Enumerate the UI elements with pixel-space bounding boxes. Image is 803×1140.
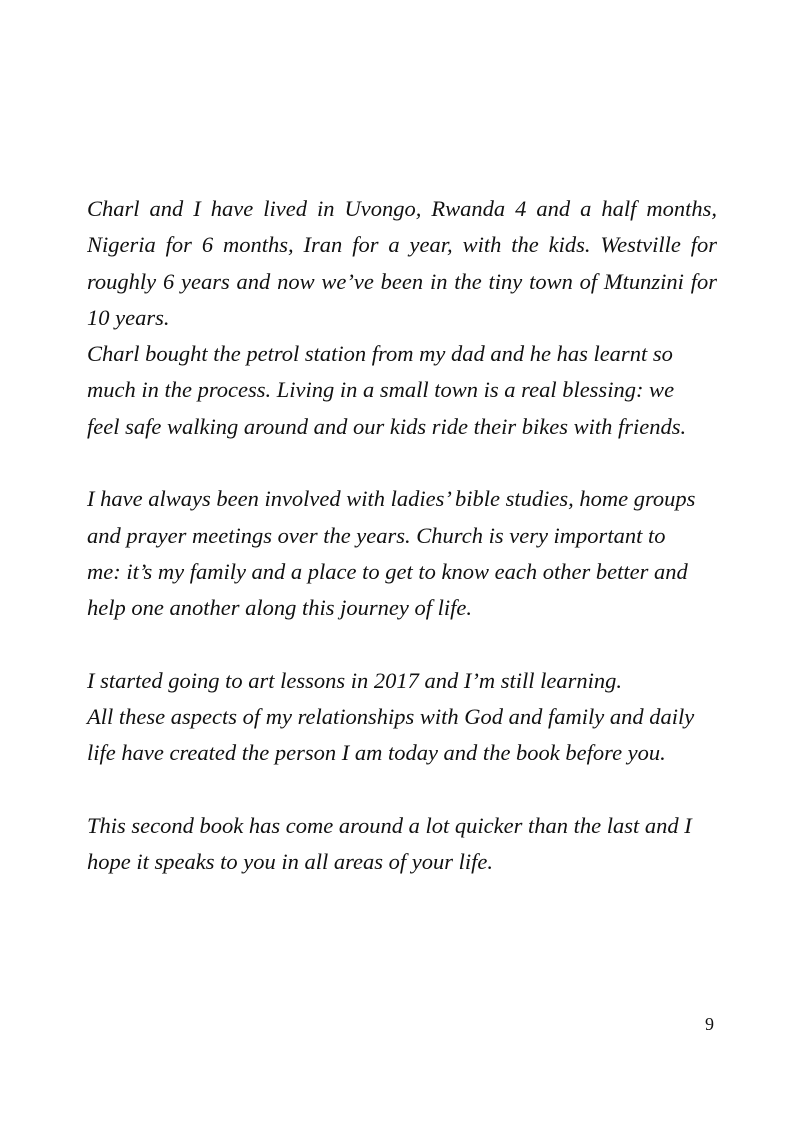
text-line: 10 years. [87,304,170,330]
paragraph-spacer [87,627,717,663]
paragraph-church [87,481,717,626]
text-line: I started going to art lessons in 2017 and I’m still learning. [87,667,623,693]
text-line: much in the process. Living in a small town is a real blessing: we [87,377,675,403]
text-line: life have created the person I am today and the book before you. [87,740,666,766]
text-line: help one another along this journey of life. [87,595,472,621]
text-line: Nigeria for 6 months, Iran for a year, with the kids. Westville for [87,232,717,258]
text-line: All these aspects of my relationships with God and family and daily [87,704,695,730]
paragraph-art [87,663,717,772]
text-line: and prayer meetings over the years. Church is very important to [87,522,666,548]
text-line: Charl bought the petrol station from my dad and he has learnt so [87,341,673,367]
text-line: roughly 6 years and now we’ve been in the tiny town of Mtunzini for [87,268,717,294]
page-number: 9 [705,1014,714,1034]
paragraph-residence [87,191,717,445]
text-line: me: it’s my family and a place to get to know each other better and [87,558,688,584]
text-line: Charl and I have lived in Uvongo, Rwanda 4 and a half months, [87,196,717,221]
text-line: I have always been involved with ladies’ bible studies, home groups [87,486,696,512]
text-line: This second book has come around a lot quicker than the last and I [87,813,692,839]
body-text [87,191,717,881]
text-line: feel safe walking around and our kids ride their bikes with friends. [87,413,687,439]
paragraph-spacer [87,772,717,808]
paragraph-spacer [87,445,717,481]
text-line: hope it speaks to you in all areas of your life. [87,849,493,875]
paragraph-second-book [87,808,717,881]
